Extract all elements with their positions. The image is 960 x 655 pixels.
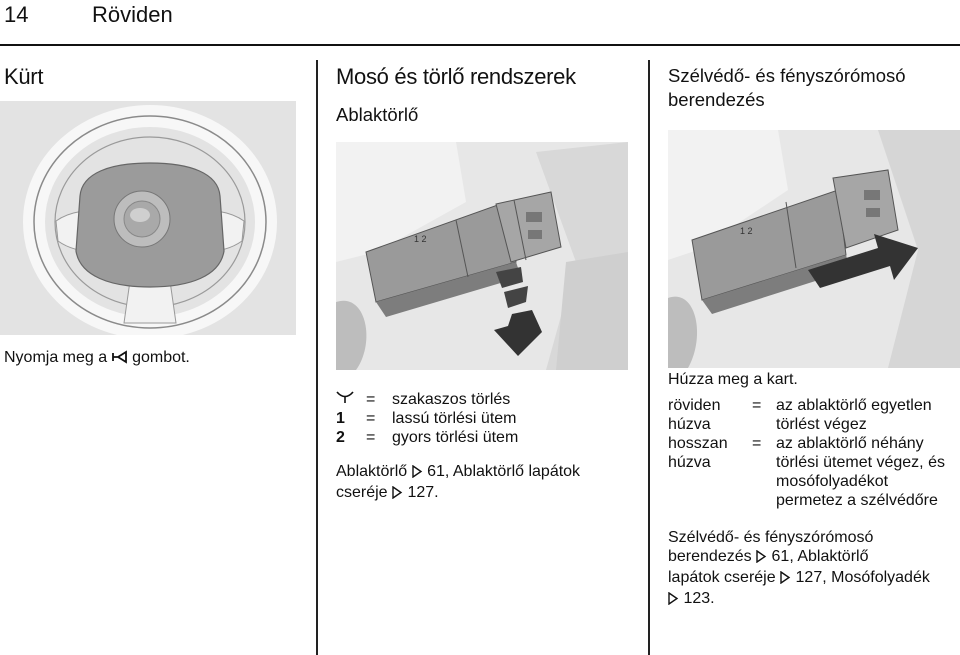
reference-text: 61, Ablaktörlő lapátok: [427, 463, 581, 480]
wiper-stalk-pull-illustration: [668, 130, 960, 368]
heading-line: Szélvédő- és fényszórómosó: [668, 65, 906, 86]
page-ref-icon: [412, 464, 423, 483]
term-line: húzva: [668, 416, 711, 433]
term-line: hosszan: [668, 435, 728, 452]
reference-line: [336, 483, 580, 504]
reference-line: [668, 547, 930, 568]
desc-line: törlési ütemet végez, és: [776, 454, 945, 471]
reference-text: berendezés: [668, 548, 752, 565]
page-number: 14: [4, 2, 29, 27]
svg-text:1 2: 1 2: [740, 226, 753, 236]
desc-line: mosófolyadékot: [776, 473, 889, 490]
reference-text: Ablaktörlő: [336, 463, 408, 480]
section-heading-washer: [668, 64, 906, 112]
term-line: röviden: [668, 397, 721, 414]
reference-text: 127, Mosófolyadék: [795, 569, 930, 586]
desc-line: az ablaktörlő egyetlen: [776, 397, 932, 414]
page-ref-icon: [780, 570, 791, 589]
reference-text: 61, Ablaktörlő: [771, 548, 869, 565]
legend-eq: =: [366, 429, 376, 446]
page-ref-icon: [668, 591, 679, 610]
instruction-suffix: gombot.: [132, 349, 190, 366]
reference-line: [668, 568, 930, 589]
wiper-reference: [336, 462, 580, 504]
legend-text: gyors törlési ütem: [392, 429, 519, 446]
definition-desc: [776, 396, 945, 434]
chapter-title: Röviden: [92, 2, 173, 27]
term-line: húzva: [668, 454, 711, 471]
reference-line: [668, 589, 930, 610]
legend-text: szakaszos törlés: [392, 391, 511, 408]
wiper-legend: [336, 390, 636, 447]
legend-eq: =: [366, 391, 376, 408]
desc-line: az ablaktörlő néhány: [776, 435, 924, 452]
reference-text: cseréje: [336, 484, 388, 501]
reference-text: lapátok cseréje: [668, 569, 776, 586]
steering-wheel-illustration: [0, 101, 296, 335]
section-heading-wash-wipe: Mosó és törlő rendszerek: [336, 64, 576, 89]
horn-instruction: [4, 348, 190, 369]
horn-icon: [112, 350, 128, 369]
reference-text: 127.: [407, 484, 439, 501]
wiper-stalk-down-illustration: [336, 142, 628, 370]
instruction-prefix: Nyomja meg a: [4, 349, 108, 366]
wiper-stalk-figure: [336, 142, 628, 370]
page-ref-icon: [392, 485, 403, 504]
definition-term: [668, 434, 752, 510]
washer-reference: [668, 528, 930, 610]
legend-row: [336, 428, 636, 447]
section-heading-horn: Kürt: [4, 64, 44, 89]
legend-row: [336, 409, 636, 428]
steering-wheel-figure: [0, 101, 296, 335]
legend-eq: =: [366, 410, 376, 427]
desc-line: törlést végez: [776, 416, 867, 433]
desc-line: permetez a szélvédőre: [776, 492, 938, 509]
legend-key: 2: [336, 429, 345, 446]
page-ref-icon: [756, 549, 767, 568]
definition-row: [668, 434, 945, 510]
legend-row: [336, 390, 636, 409]
definition-row: [668, 396, 945, 434]
definition-term: [668, 396, 752, 434]
subheading-wiper: Ablaktörlő: [336, 104, 419, 125]
reference-text: 123.: [683, 590, 715, 607]
reference-line: Szélvédő- és fényszórómosó: [668, 529, 874, 546]
legend-text: lassú törlési ütem: [392, 410, 517, 427]
pull-lever-intro: Húzza meg a kart.: [668, 371, 798, 388]
definition-eq: =: [752, 397, 762, 414]
legend-key: 1: [336, 410, 345, 427]
svg-text:1 2: 1 2: [414, 234, 427, 244]
washer-definitions: [668, 396, 945, 510]
reference-line: [336, 462, 580, 483]
column-divider-1: [316, 60, 318, 655]
washer-stalk-figure: [668, 130, 960, 368]
definition-eq: =: [752, 435, 762, 452]
intermittent-wiper-icon: [336, 390, 366, 409]
heading-line: berendezés: [668, 89, 765, 110]
column-divider-2: [648, 60, 650, 655]
header-rule: [0, 44, 960, 46]
definition-desc: [776, 434, 945, 510]
